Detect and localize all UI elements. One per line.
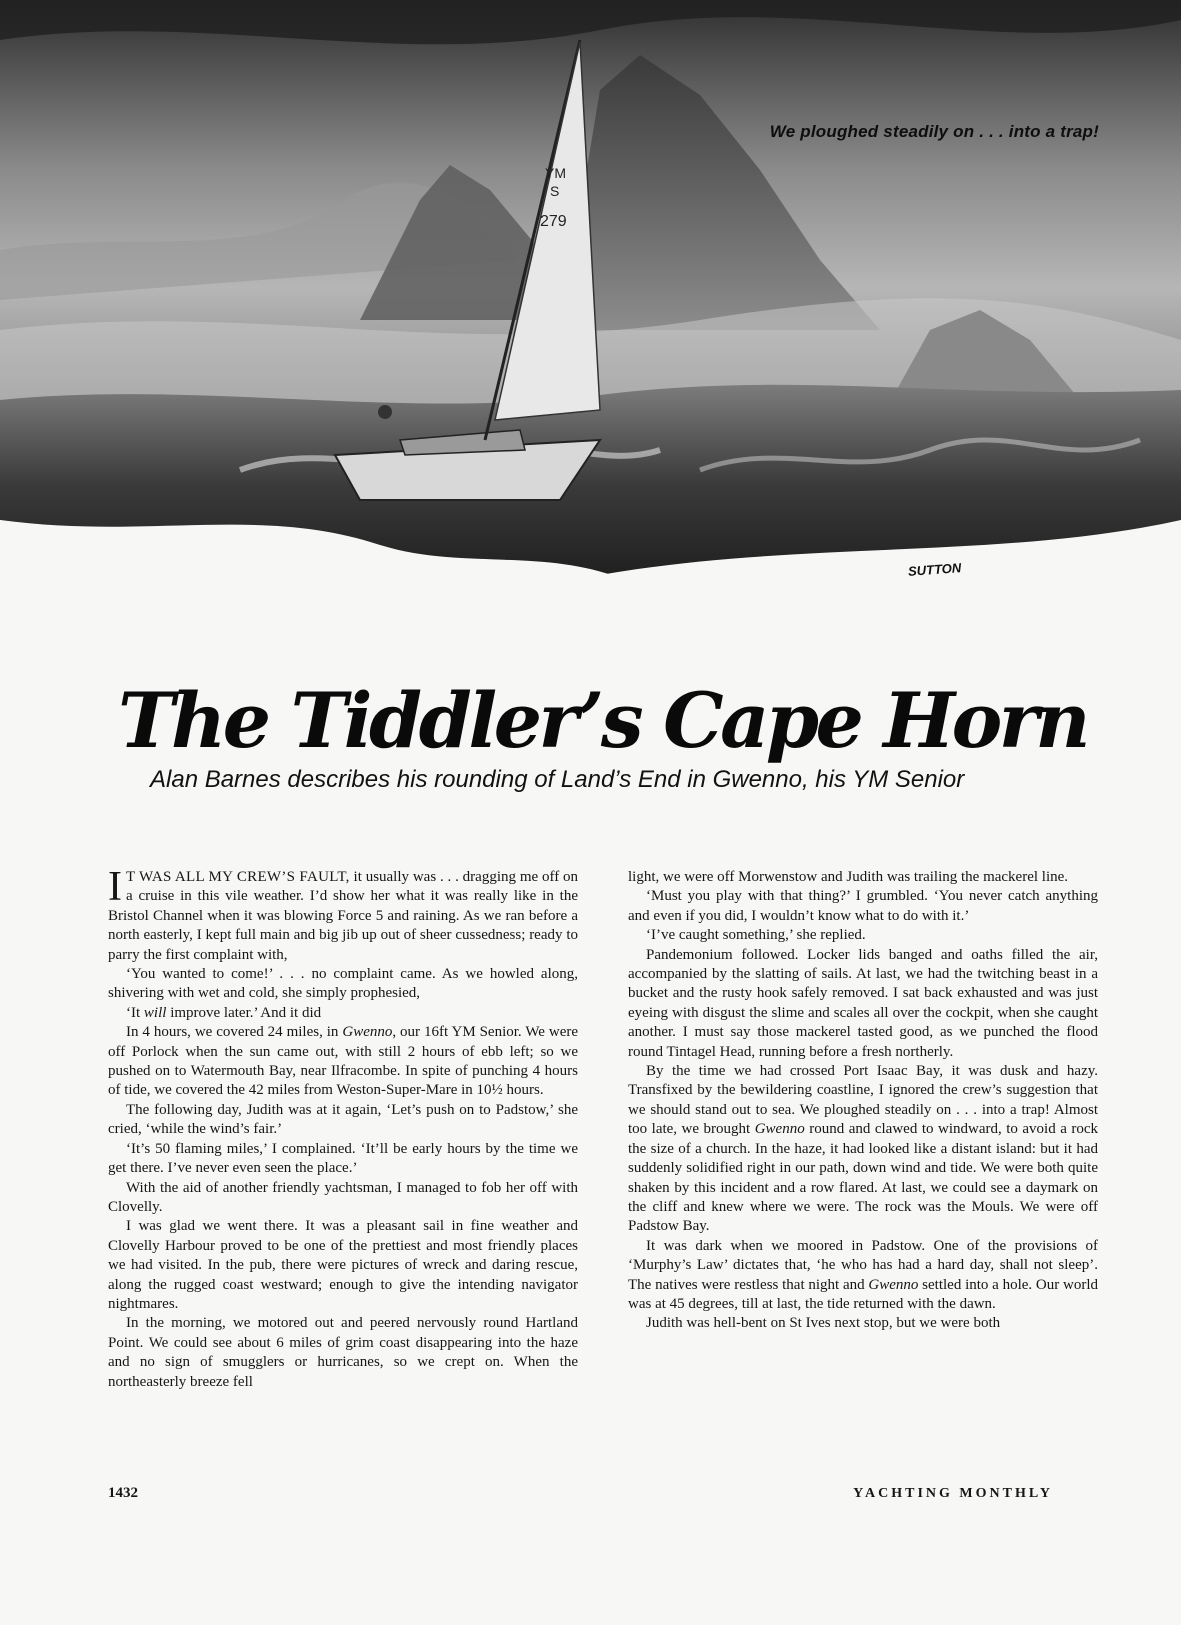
emphasis: Gwenno — [868, 1276, 919, 1293]
emphasis: Gwenno — [754, 1121, 805, 1138]
paragraph-text: improve later.’ And it did — [166, 1004, 322, 1021]
paragraph-text: It was dark when we moored in Padstow. One of the provisions of ‘Murphy’s Law’ dictates that, ‘he who has had a hard day, shall not sleep’. The natives were restless that night and — [628, 1237, 1098, 1293]
paragraph: Pandemonium followed. Locker lids banged and oaths filled the air, accompanied by the slatting of sails. At last, we had the twitching beast in a bucket and the rusty hook safely removed. I sat back exhausted and was just eyeing with disgust the slime and scales all over the cockpit, when she caught another. I must say those mackerel tasted good, as we punched the flood round Tintagel Head, running before a fresh northerly. — [628, 946, 1098, 1060]
cover-illustration — [0, 0, 1181, 620]
paragraph — [108, 864, 579, 965]
paragraph — [628, 1237, 1098, 1315]
paragraph: With the aid of another friendly yachtsman, I managed to fob her off with Clovelly. — [108, 1179, 578, 1215]
paragraph: The following day, Judith was at it again, ‘Let’s push on to Padstow,’ she cried, ‘while the wind’s fair.’ — [108, 1101, 578, 1138]
paragraph: I was glad we went there. It was a pleasant sail in fine weather and Clovelly Harbour proved to be one of the prettiest and most friendly places we had visited. In the pub, there were pictures of wreck and daring rescue, along the rugged coast westward; enough to give the intending navigator nightmares. — [108, 1218, 578, 1312]
paragraph-text: round and clawed to windward, to avoid a rock the size of a church. In the haze, it had looked like a distant island: but it had suddenly solidified right in our path, down wind and tide. We were both quite shaken by this incident and a row flared. At last, we could see a daymark on the cliff and knew where we were. The rock was the Mouls. We were off Padstow Bay. — [628, 1121, 1098, 1235]
paragraph-text: In 4 hours, we covered 24 miles, in — [126, 1024, 343, 1041]
paragraph — [628, 1062, 1098, 1237]
emphasis: will — [143, 1004, 167, 1021]
paragraph — [108, 1023, 578, 1101]
sail-marking: YM — [545, 165, 566, 181]
column-left — [108, 864, 579, 1392]
emphasis: Gwenno — [342, 1024, 393, 1041]
paragraph — [108, 1004, 578, 1023]
article-title: The Tiddler’s Cape Horn — [118, 675, 1088, 765]
artist-signature: SUTTON — [907, 560, 962, 579]
paragraph: In the morning, we motored out and peered nervously round Hartland Point. We could see about 6 miles of grim coast disappearing into the haze and no sign of smugglers or hurricanes, so we crept on. When the northeasterly breeze fell — [108, 1315, 578, 1390]
lead-in: T WAS ALL MY CREW’S FAULT, — [126, 869, 350, 885]
paragraph: Judith was hell-bent on St Ives next stop, but we were both — [646, 1315, 1001, 1332]
column-right — [628, 868, 1098, 1334]
paragraph-text: By the time we had crossed Port Isaac Bay, it was dusk and hazy. Transfixed by the bewildering coastline, I ignored the crew’s suggestion that we should stand out to sea. We ploughed steadily on . . . into a trap! Almost too late, we — [628, 1063, 1098, 1138]
paragraph-text: ‘It — [126, 1004, 144, 1021]
paragraph-text: brought — [703, 1121, 755, 1138]
magazine-name: YACHTING MONTHLY — [853, 1486, 1053, 1501]
paragraph-text: it usually was . . . dragging me off on a cruise in this vile weather. I’d show her what it was really like in the Bristol Channel when it was blowing Force 5 and raining. As we ran before a north easterly, I kept full main and big jib up out of sheer cussedness; ready to parry the first complaint with, — [108, 869, 579, 963]
paragraph: ‘It’s 50 flaming miles,’ I complained. ‘It’ll be early hours by the time we get there. I’ve never even seen the place.’ — [108, 1140, 578, 1177]
paragraph-text: , our 16ft YM Senior. We were off Porlock when the sun came out, with still 2 hours of ebb left; so we pushed on to Watermouth Bay, near Ilfracombe. In spite of punching 4 hours of tide, we covered the 42 miles from Weston-Super-Mare in 10½ hours. — [108, 1024, 579, 1099]
paragraph: light, we were off Morwenstow and Judith was trailing the mackerel line. — [628, 869, 1069, 885]
article-subtitle: Alan Barnes describes his rounding of Land’s End in Gwenno, his YM Senior — [150, 766, 965, 793]
crew-figure — [378, 405, 392, 419]
illustration-caption: We ploughed steadily on . . . into a trap! — [769, 122, 1099, 141]
paragraph: ‘I’ve caught something,’ she replied. — [646, 927, 866, 944]
paragraph: ‘Must you play with that thing?’ I grumbled. ‘You never catch anything and even if you did, I wouldn’t know what to do with it.’ — [628, 888, 1098, 924]
page-number: 1432 — [108, 1485, 138, 1501]
drop-cap: I — [108, 864, 122, 910]
sail-marking: S — [550, 183, 560, 199]
paragraph: ‘You wanted to come!’ . . . no complaint came. As we howled along, shivering with wet and cold, she simply prophesied, — [108, 966, 578, 1002]
paragraph-text: settled into a hole. Our world was at 45 degrees, till at last, the tide returned with the dawn. — [628, 1276, 1098, 1312]
sail-marking: 279 — [540, 213, 567, 230]
